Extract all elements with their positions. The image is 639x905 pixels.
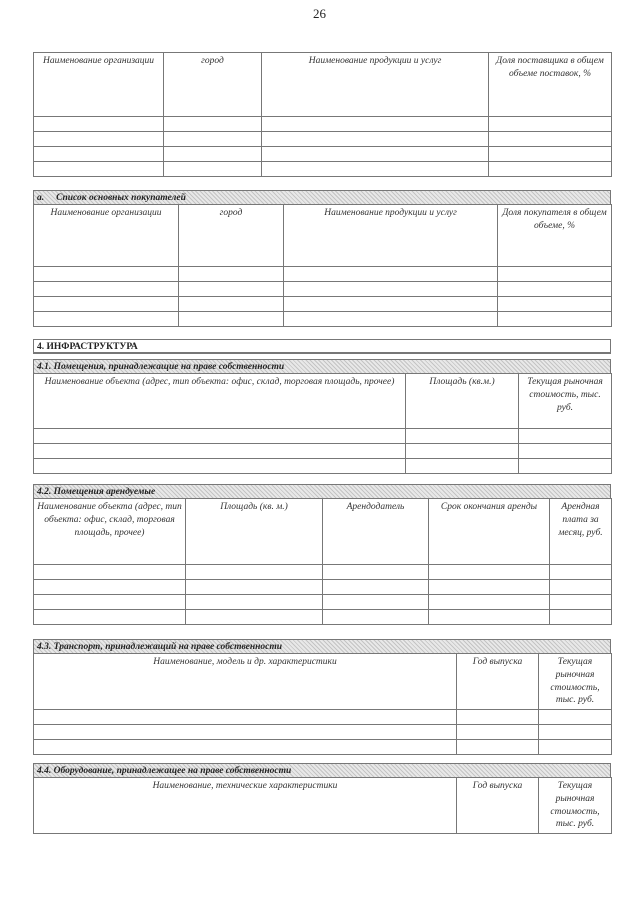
suppliers-header-products: Наименование продукции и услуг: [262, 53, 489, 117]
equipment-title: 4.4. Оборудование, принадлежащее на праве собственности: [33, 763, 611, 777]
table-cell[interactable]: [34, 267, 179, 282]
table-cell[interactable]: [498, 297, 612, 312]
owned-premises-section: [33, 359, 611, 474]
table-cell[interactable]: [284, 282, 498, 297]
table-cell[interactable]: [34, 162, 164, 177]
table-cell[interactable]: [539, 710, 612, 725]
rented-premises-section: [33, 484, 611, 625]
table-cell[interactable]: [34, 740, 457, 755]
table-row: [34, 132, 612, 147]
table-cell[interactable]: [457, 740, 539, 755]
transport-header-name: Наименование, модель и др. характеристики: [34, 654, 457, 710]
table-cell[interactable]: [539, 725, 612, 740]
equipment-header-row: [34, 778, 612, 834]
table-cell[interactable]: [323, 610, 429, 625]
infrastructure-section: [33, 339, 611, 354]
table-cell[interactable]: [34, 282, 179, 297]
equipment-section: [33, 763, 611, 834]
owned-premises-header-area: Площадь (кв.м.): [406, 374, 519, 429]
table-cell[interactable]: [550, 610, 612, 625]
table-cell[interactable]: [34, 444, 406, 459]
table-row: [34, 297, 612, 312]
equipment-header-year: Год выпуска: [457, 778, 539, 834]
table-row: [34, 117, 612, 132]
equipment-header-value: Текущая рыночная стоимость, тыс. руб.: [539, 778, 612, 834]
table-cell[interactable]: [519, 459, 612, 474]
owned-premises-header-row: [34, 374, 612, 429]
table-row: [34, 610, 612, 625]
table-cell[interactable]: [186, 580, 323, 595]
suppliers-header-row: [34, 53, 612, 117]
table-cell[interactable]: [323, 565, 429, 580]
table-row: [34, 740, 612, 755]
table-cell[interactable]: [34, 565, 186, 580]
table-cell[interactable]: [34, 580, 186, 595]
table-cell[interactable]: [519, 429, 612, 444]
transport-title: 4.3. Транспорт, принадлежащий на праве собственности: [33, 639, 611, 653]
table-cell[interactable]: [34, 297, 179, 312]
table-cell[interactable]: [429, 595, 550, 610]
table-cell[interactable]: [179, 267, 284, 282]
table-cell[interactable]: [284, 267, 498, 282]
table-cell[interactable]: [164, 132, 262, 147]
table-cell[interactable]: [262, 147, 489, 162]
table-cell[interactable]: [262, 132, 489, 147]
table-row: [34, 595, 612, 610]
table-cell[interactable]: [262, 117, 489, 132]
suppliers-table: [33, 52, 612, 177]
buyers-table: [33, 204, 612, 327]
transport-table: [33, 653, 612, 755]
table-cell[interactable]: [284, 312, 498, 327]
rented-premises-header-object: Наименование объекта (адрес, тип объекта: офис, склад, торговая площадь, прочее): [34, 499, 186, 565]
buyers-header-row: [34, 205, 612, 267]
buyers-header-share: Доля покупателя в общем объеме, %: [498, 205, 612, 267]
table-row: [34, 267, 612, 282]
rented-premises-header-row: [34, 499, 612, 565]
infrastructure-title: 4. ИНФРАСТРУКТУРА: [33, 339, 611, 354]
table-row: [34, 725, 612, 740]
table-cell[interactable]: [262, 162, 489, 177]
table-cell[interactable]: [489, 162, 612, 177]
transport-header-year: Год выпуска: [457, 654, 539, 710]
table-row: [34, 710, 612, 725]
table-cell[interactable]: [489, 132, 612, 147]
table-row: [34, 459, 612, 474]
table-cell[interactable]: [186, 565, 323, 580]
table-cell[interactable]: [498, 282, 612, 297]
table-cell[interactable]: [550, 565, 612, 580]
table-cell[interactable]: [406, 459, 519, 474]
rented-premises-header-landlord: Арендодатель: [323, 499, 429, 565]
owned-premises-title: 4.1. Помещения, принадлежащие на праве собственности: [33, 359, 611, 373]
table-cell[interactable]: [186, 595, 323, 610]
table-cell[interactable]: [539, 740, 612, 755]
table-cell[interactable]: [406, 444, 519, 459]
buyers-title: Список основных покупателей: [56, 193, 186, 203]
suppliers-header-city: город: [164, 53, 262, 117]
table-cell[interactable]: [323, 595, 429, 610]
buyers-header-city: город: [179, 205, 284, 267]
table-cell[interactable]: [34, 710, 457, 725]
buyers-number: a.: [37, 193, 45, 203]
buyers-header-organization: Наименование организации: [34, 205, 179, 267]
table-row: [34, 429, 612, 444]
table-row: [34, 565, 612, 580]
table-cell[interactable]: [406, 429, 519, 444]
table-cell[interactable]: [164, 162, 262, 177]
table-cell[interactable]: [179, 297, 284, 312]
table-cell[interactable]: [429, 580, 550, 595]
rented-premises-title: 4.2. Помещения арендуемые: [33, 484, 611, 498]
table-row: [34, 282, 612, 297]
suppliers-header-organization: Наименование организации: [34, 53, 164, 117]
table-cell[interactable]: [457, 710, 539, 725]
table-cell[interactable]: [489, 117, 612, 132]
table-row: [34, 580, 612, 595]
table-cell[interactable]: [34, 147, 164, 162]
owned-premises-table: [33, 373, 612, 474]
table-cell[interactable]: [489, 147, 612, 162]
transport-section: [33, 639, 611, 755]
table-cell[interactable]: [498, 267, 612, 282]
owned-premises-header-value: Текущая рыночная стоимость, тыс. руб.: [519, 374, 612, 429]
table-cell[interactable]: [164, 117, 262, 132]
table-cell[interactable]: [34, 610, 186, 625]
table-cell[interactable]: [323, 580, 429, 595]
rented-premises-header-lease-end: Срок окончания аренды: [429, 499, 550, 565]
table-cell[interactable]: [284, 297, 498, 312]
rented-premises-table: [33, 498, 612, 625]
transport-header-row: [34, 654, 612, 710]
table-cell[interactable]: [34, 312, 179, 327]
rented-premises-header-area: Площадь (кв. м.): [186, 499, 323, 565]
table-cell[interactable]: [498, 312, 612, 327]
rented-premises-header-rent: Арендная плата за месяц, руб.: [550, 499, 612, 565]
buyers-header-products: Наименование продукции и услуг: [284, 205, 498, 267]
buyers-title-band: [33, 190, 611, 204]
table-row: [34, 147, 612, 162]
table-cell[interactable]: [550, 595, 612, 610]
table-cell[interactable]: [186, 610, 323, 625]
owned-premises-header-object: Наименование объекта (адрес, тип объекта: офис, склад, торговая площадь, прочее): [34, 374, 406, 429]
table-row: [34, 444, 612, 459]
suppliers-section: [33, 52, 611, 177]
table-cell[interactable]: [550, 580, 612, 595]
buyers-section: [33, 190, 611, 327]
table-cell[interactable]: [34, 132, 164, 147]
table-cell[interactable]: [34, 459, 406, 474]
transport-header-value: Текущая рыночная стоимость, тыс. руб.: [539, 654, 612, 710]
table-row: [34, 312, 612, 327]
equipment-header-name: Наименование, технические характеристики: [34, 778, 457, 834]
table-cell[interactable]: [429, 610, 550, 625]
suppliers-header-share: Доля поставщика в общем объеме поставок, %: [489, 53, 612, 117]
table-cell[interactable]: [34, 595, 186, 610]
table-cell[interactable]: [34, 429, 406, 444]
table-cell[interactable]: [179, 312, 284, 327]
table-cell[interactable]: [164, 147, 262, 162]
table-cell[interactable]: [519, 444, 612, 459]
table-cell[interactable]: [34, 725, 457, 740]
table-cell[interactable]: [179, 282, 284, 297]
equipment-table: [33, 777, 612, 834]
page-number: 26: [313, 6, 326, 21]
table-cell[interactable]: [429, 565, 550, 580]
table-row: [34, 162, 612, 177]
table-cell[interactable]: [34, 117, 164, 132]
table-cell[interactable]: [457, 725, 539, 740]
